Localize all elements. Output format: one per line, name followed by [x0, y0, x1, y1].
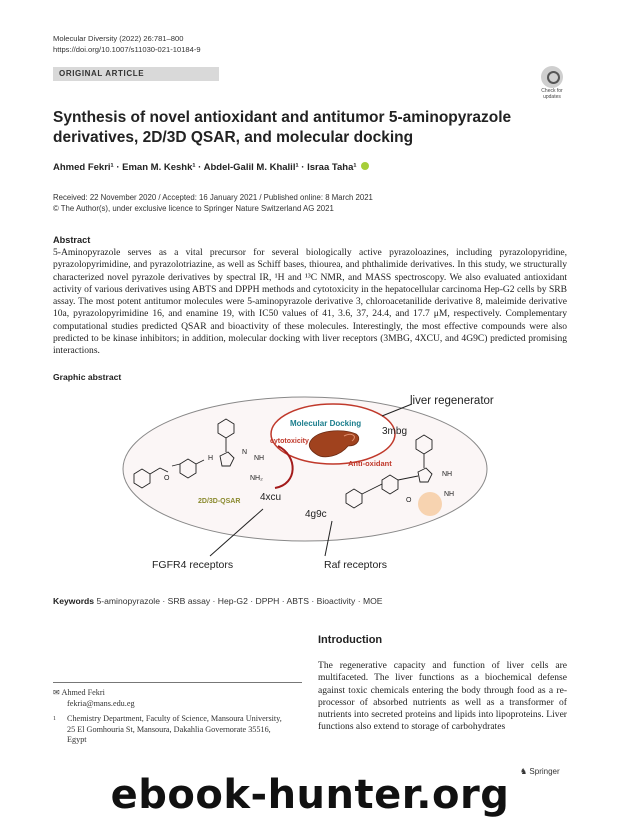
abstract-body: 5-Aminopyrazole serves as a vital precursor for several biologically active pyrazoloazines, including pyrazolopyridine, pyrazolopyrimidine, and pyrazolotriazine, as well as Schiff bases, thiourea, and phthalimide derivatives. In this study, we structurally characterized novel pyrazole derivatives by spectral IR, ¹H and ¹³C NMR, and MASS spectroscopy. We also evaluated antioxidant activity of various derivatives using ABTS and DPPH methods and cytotoxicity in the hepatocellular carcinoma Hep-G2 cells by SRB assay. The most potent antitumor molecules were 5-aminopyrazole derivative 3, chloroacetanilide derivative 8, maleimide derivative 10a, pyrazolopyrimidine 16, and enamine 19, with IC50 values of 41, 3.6, 37, 24.4, and 17.7 μM, respectively. Complementary computational studies predicted QSAR and bioactivity of these molecules. Interestingly, the most effective compounds were also predicted to be kinase inhibitors; in addition, molecular docking with liver receptors (3MBG, 4XCU, and 4G9C) predicted promising interactions.: [53, 247, 567, 357]
introduction-body: The regenerative capacity and function of liver cells are multifaceted. The liver functions as a biochemical defense against toxic chemicals entering the body through food as a re-processor of absorbed nutrients as well as a transformer of nutrients into secreted proteins and lipids into lipoproteins. Liver functions also extend to storage of carbohydrates: [318, 660, 567, 733]
check-updates-icon: [541, 66, 563, 88]
label-nh-left: NH: [254, 455, 265, 462]
label-molecular-docking: Molecular Docking: [290, 419, 362, 428]
graphic-abstract-figure: [120, 384, 510, 584]
label-nh-right: NH: [442, 471, 453, 478]
journal-info: [53, 34, 201, 55]
keywords: [53, 596, 383, 606]
copyright-line: © The Author(s), under exclusive licence to Springer Nature Switzerland AG 2021: [53, 203, 334, 213]
label-nh2-left: NH₂: [250, 475, 263, 482]
label-4g9c: 4g9c: [305, 509, 327, 520]
label-2d3d-qsar: 2D/3D-QSAR: [198, 498, 241, 505]
keywords-label: Keywords: [53, 596, 95, 606]
footnote-divider: [53, 682, 302, 683]
dates-line: Received: 22 November 2020 / Accepted: 16 January 2021 / Published online: 8 March 2021: [53, 193, 373, 202]
correspondence-name: Ahmed Fekri: [61, 688, 105, 697]
label-fgfr4-receptors: FGFR4 receptors: [152, 559, 234, 571]
springer-horse-icon: ♞: [520, 767, 530, 776]
label-h-left: H: [208, 455, 214, 462]
article-type-banner: ORIGINAL ARTICLE: [53, 67, 219, 81]
article-title: Synthesis of novel antioxidant and antitumor 5-aminopyrazole derivatives, 2D/3D QSAR, and molecular docking: [53, 109, 512, 146]
orcid-icon[interactable]: [361, 162, 369, 170]
label-anti-oxidant: Anti-oxidant: [348, 459, 392, 468]
label-raf-receptors: Raf receptors: [324, 559, 388, 571]
journal-citation: Molecular Diversity (2022) 26:781–800: [53, 34, 184, 43]
label-n-left: N: [242, 449, 248, 456]
keywords-text: 5-aminopyrazole · SRB assay · Hep-G2 · DPPH · ABTS · Bioactivity · MOE: [96, 596, 383, 606]
check-updates-label: Check for updates: [541, 88, 563, 100]
label-cytotoxicity: cytotoxicity: [270, 438, 309, 445]
authors-text: Ahmed Fekri¹ · Eman M. Keshk¹ · Abdel-Galil M. Khalil¹ · Israa Taha¹: [53, 162, 357, 173]
label-o-right: O: [406, 497, 412, 504]
graphic-abstract-heading: Graphic abstract: [53, 372, 122, 382]
doi-link[interactable]: https://doi.org/10.1007/s11030-021-10184-9: [53, 44, 201, 54]
label-nh-right2: NH: [444, 491, 455, 498]
correspondence-email[interactable]: fekria@mans.edu.eg: [67, 698, 135, 708]
affiliation-number: 1: [53, 716, 56, 722]
label-3mbg: 3mbg: [382, 426, 408, 437]
publisher-logo: ♞ Springer: [520, 767, 560, 776]
check-for-updates-badge[interactable]: [538, 66, 566, 100]
article-dates: [53, 193, 373, 214]
label-o-left: O: [164, 475, 170, 482]
label-4xcu: 4xcu: [260, 492, 282, 503]
affiliation-text: Chemistry Department, Faculty of Science, Mansoura University, 25 El Gomhouria St, Mansoura, Dakahlia Governorate 35516, Egypt: [67, 714, 282, 744]
highlight-dot: [418, 492, 442, 516]
author-list: [53, 162, 371, 173]
label-liver-regenerator: liver regenerator: [410, 395, 494, 407]
correspondence: [53, 688, 135, 709]
abstract-heading: Abstract: [53, 235, 91, 245]
introduction-heading: Introduction: [318, 634, 383, 646]
affiliation: [53, 714, 283, 746]
watermark: ebook-hunter.org: [110, 772, 510, 818]
envelope-icon: ✉: [53, 688, 62, 697]
